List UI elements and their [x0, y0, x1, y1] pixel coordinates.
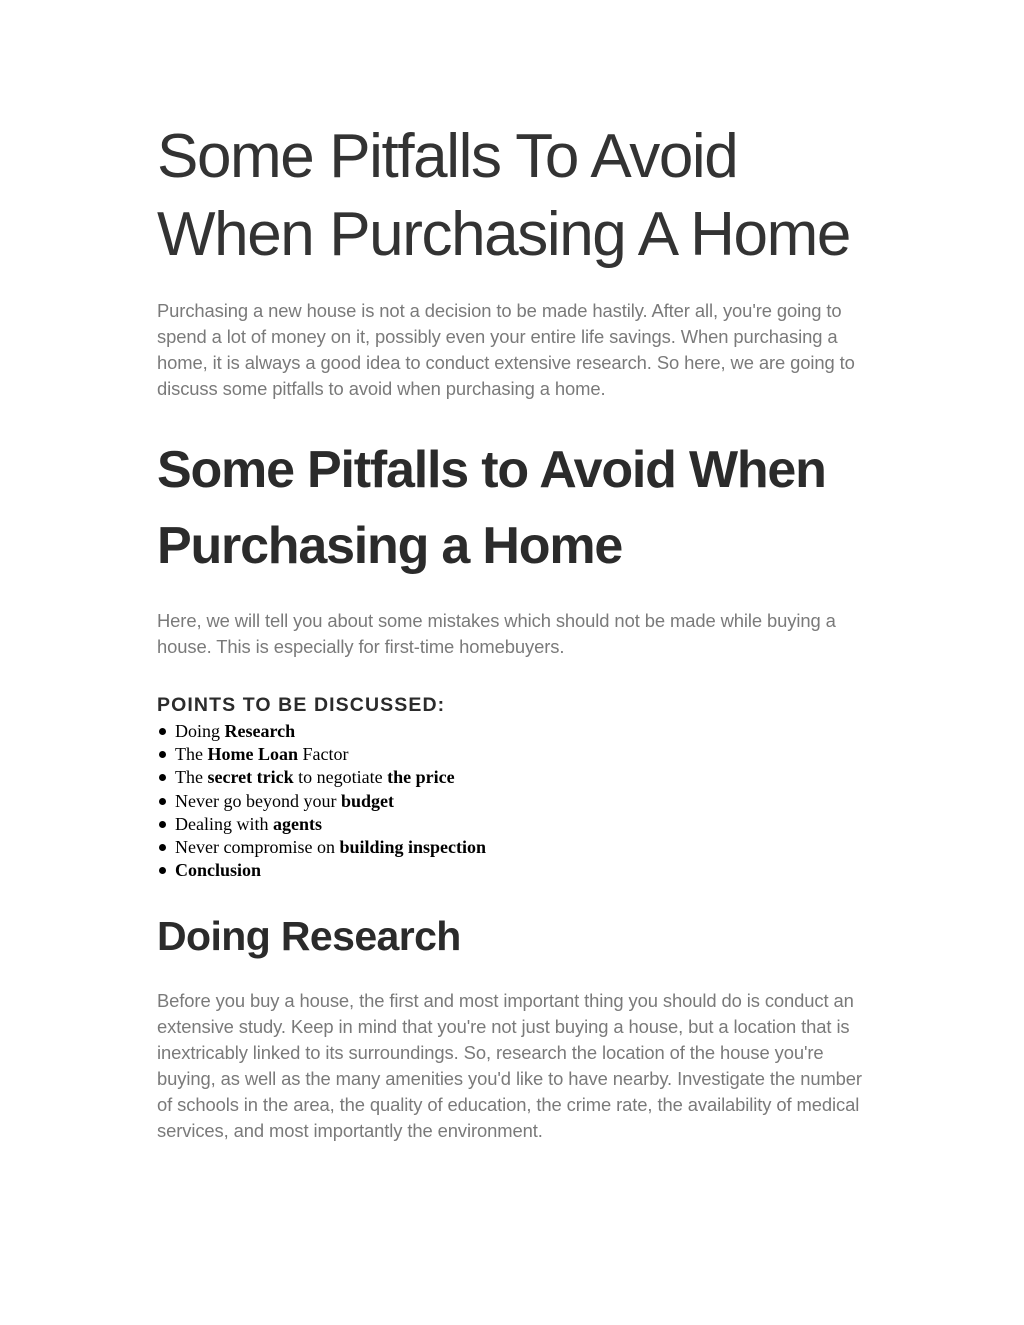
- page-title: Some Pitfalls To Avoid When Purchasing A Home: [157, 122, 850, 269]
- research-paragraph: Before you buy a house, the first and most important thing you should do is conduct an extensive study. Keep in mind that you're not just buying a house, but a location that is inextricably linked to its surroundings. So, research the location of the house you're buying, as well as the many amenities you'd like to have nearby. Investigate the number of schools in the area, the quality of education, the crime rate, the availability of medical services, and most importantly the environment.: [157, 990, 862, 1142]
- section-heading: Some Pitfalls to Avoid When Purchasing a Home: [157, 441, 826, 575]
- list-item: Doing Research: [157, 720, 877, 743]
- list-item: Conclusion: [157, 859, 877, 882]
- list-item: Never go beyond your budget: [157, 790, 877, 813]
- section-intro-paragraph: Here, we will tell you about some mistakes which should not be made while buying a house. This is especially for first-time homebuyers.: [157, 610, 836, 657]
- list-item: Dealing with agents: [157, 813, 877, 836]
- list-item: Never compromise on building inspection: [157, 836, 877, 859]
- list-item: The secret trick to negotiate the price: [157, 766, 877, 789]
- intro-paragraph: Purchasing a new house is not a decision to be made hastily. After all, you're going to spend a lot of money on it, possibly even your entire life savings. When purchasing a home, it is always a good idea to conduct extensive research. So here, we are going to discuss some pitfalls to avoid when purchasing a home.: [157, 300, 855, 399]
- points-heading: POINTS TO BE DISCUSSED:: [157, 694, 446, 716]
- research-heading: Doing Research: [157, 913, 461, 960]
- document-page: [157, 118, 877, 1144]
- points-list: [157, 720, 877, 882]
- list-item: The Home Loan Factor: [157, 743, 877, 766]
